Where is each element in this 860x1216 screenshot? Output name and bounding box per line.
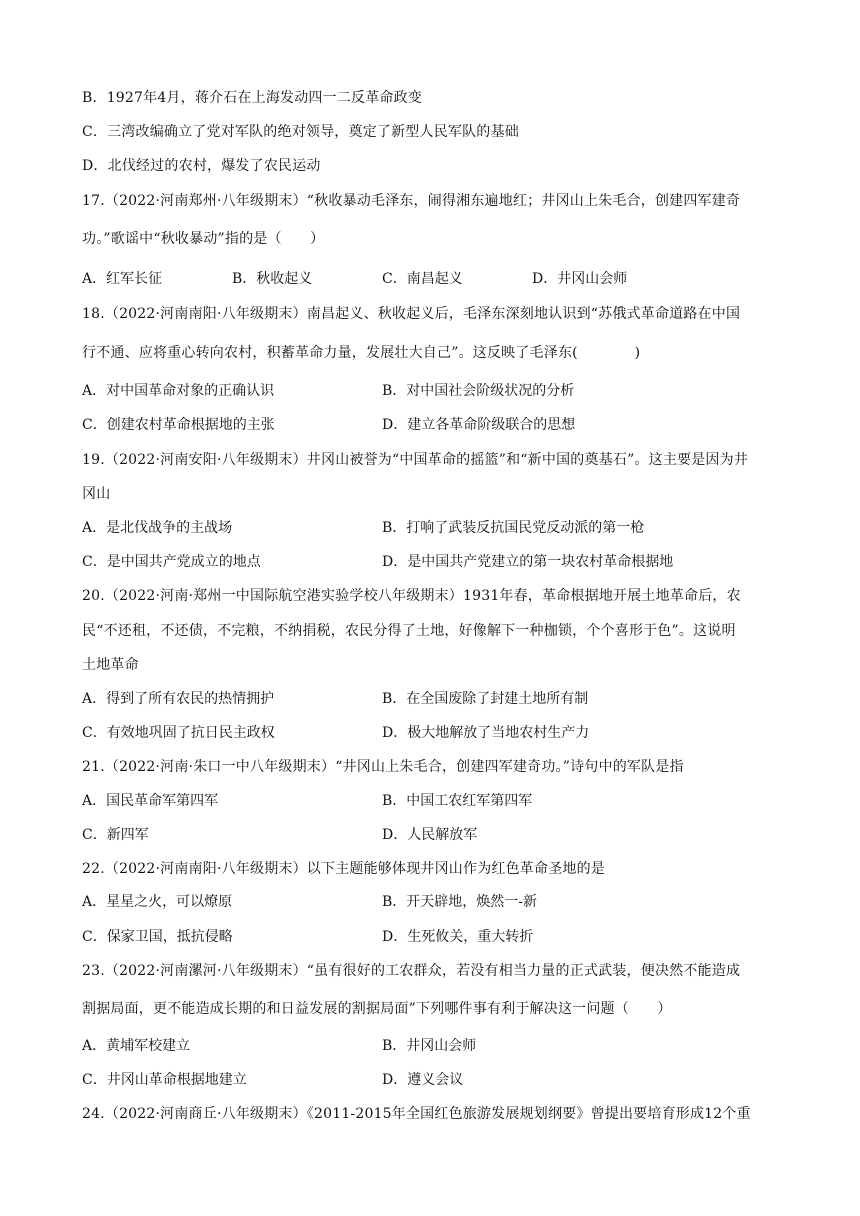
question-19-option-b: B．打响了武装反抗国民党反动派的第一枪 <box>382 520 645 536</box>
question-17-option-b: B．秋收起义 <box>232 271 313 287</box>
question-20-stem-line1: 20.（2022·河南·郑州一中国际航空港实验学校八年级期末）1931年春，革命根据地开展土地革命后，农 <box>82 588 741 604</box>
question-21-option-d: D．人民解放军 <box>382 827 478 843</box>
question-18-option-a: A．对中国革命对象的正确认识 <box>82 383 275 399</box>
question-18-stem-line1: 18.（2022·河南南阳·八年级期末）南昌起义、秋收起义后，毛泽东深刻地认识到“苏俄式革命道路在中国 <box>82 306 741 322</box>
question-20-stem-line3: 土地革命 <box>82 657 139 673</box>
question-24-stem-line1: 24.（2022·河南商丘·八年级期末）《2011-2015年全国红色旅游发展规划纲要》曾提出要培育形成12个重 <box>82 1106 751 1122</box>
question-20-option-b: B．在全国废除了封建土地所有制 <box>382 691 589 707</box>
question-18-stem-line2: 行不通、应将重心转向农村，积蓄革命力量，发展壮大自己”。这反映了毛泽东( ) <box>82 345 641 361</box>
question-21-stem-line1: 21.（2022·河南·朱口一中八年级期末）“井冈山上朱毛合，创建四军建奇功。”诗句中的军队是指 <box>82 759 684 775</box>
question-19-option-a: A．是北伐战争的主战场 <box>82 520 233 536</box>
question-21-option-b: B．中国工农红军第四军 <box>382 793 533 809</box>
question-20-option-c: C．有效地巩固了抗日民主政权 <box>82 725 275 741</box>
question-19-option-c: C．是中国共产党成立的地点 <box>82 554 261 570</box>
question-22-stem-line1: 22.（2022·河南南阳·八年级期末）以下主题能够体现井冈山作为红色革命圣地的是 <box>82 861 605 877</box>
question-21-option-a: A．国民革命军第四军 <box>82 793 219 809</box>
question-23-option-d: D．遵义会议 <box>382 1072 464 1088</box>
option-d: D．北伐经过的农村，爆发了农民运动 <box>82 158 321 174</box>
question-22-option-a: A．星星之火，可以燎原 <box>82 894 233 910</box>
question-22-option-d: D．生死攸关，重大转折 <box>382 929 534 945</box>
question-18-option-c: C．创建农村革命根据地的主张 <box>82 417 275 433</box>
question-17-option-c: C．南昌起义 <box>382 271 463 287</box>
question-17-stem-line2: 功。”歌谣中“秋收暴动”指的是（ ） <box>82 231 325 247</box>
question-18-option-d: D．建立各革命阶级联合的思想 <box>382 417 576 433</box>
question-21-option-c: C．新四军 <box>82 827 149 843</box>
question-18-option-b: B．对中国社会阶级状况的分析 <box>382 383 575 399</box>
question-20-option-a: A．得到了所有农民的热情拥护 <box>82 691 275 707</box>
question-17-stem-line1: 17.（2022·河南郑州·八年级期末）“秋收暴动毛泽东，闹得湘东遍地红；井冈山上朱毛合，创建四军建奇 <box>82 193 741 209</box>
question-19-stem-line2: 冈山 <box>82 486 111 502</box>
question-23-stem-line2: 割据局面，更不能造成长期的和日益发展的割据局面”下列哪件事有利于解决这一问题（ ） <box>82 1001 672 1017</box>
question-23-option-b: B．井冈山会师 <box>382 1038 477 1054</box>
question-22-option-c: C．保家卫国，抵抗侵略 <box>82 929 233 945</box>
question-20-option-d: D．极大地解放了当地农村生产力 <box>382 725 590 741</box>
question-23-option-a: A．黄埔军校建立 <box>82 1038 191 1054</box>
question-17-option-a: A．红军长征 <box>82 271 163 287</box>
question-20-stem-line2: 民“不还租，不还债，不完粮，不纳捐税，农民分得了土地，好像解下一种枷锁，个个喜形于色”。这说明 <box>82 623 736 639</box>
option-b: B．1927年4月，蒋介石在上海发动四一二反革命政变 <box>82 90 423 106</box>
option-c: C．三湾改编确立了党对军队的绝对领导，奠定了新型人民军队的基础 <box>82 124 519 140</box>
question-23-stem-line1: 23.（2022·河南漯河·八年级期末）“虽有很好的工农群众，若没有相当力量的正式武装，便决然不能造成 <box>82 963 741 979</box>
question-17-option-d: D．井冈山会师 <box>532 271 628 287</box>
question-19-option-d: D．是中国共产党建立的第一块农村革命根据地 <box>382 554 674 570</box>
question-19-stem-line1: 19.（2022·河南安阳·八年级期末）井冈山被誉为“中国革命的摇篮”和“新中国的奠基石”。这主要是因为井 <box>82 452 749 468</box>
question-22-option-b: B．开天辟地，焕然一-新 <box>382 894 538 910</box>
question-23-option-c: C．井冈山革命根据地建立 <box>82 1072 247 1088</box>
